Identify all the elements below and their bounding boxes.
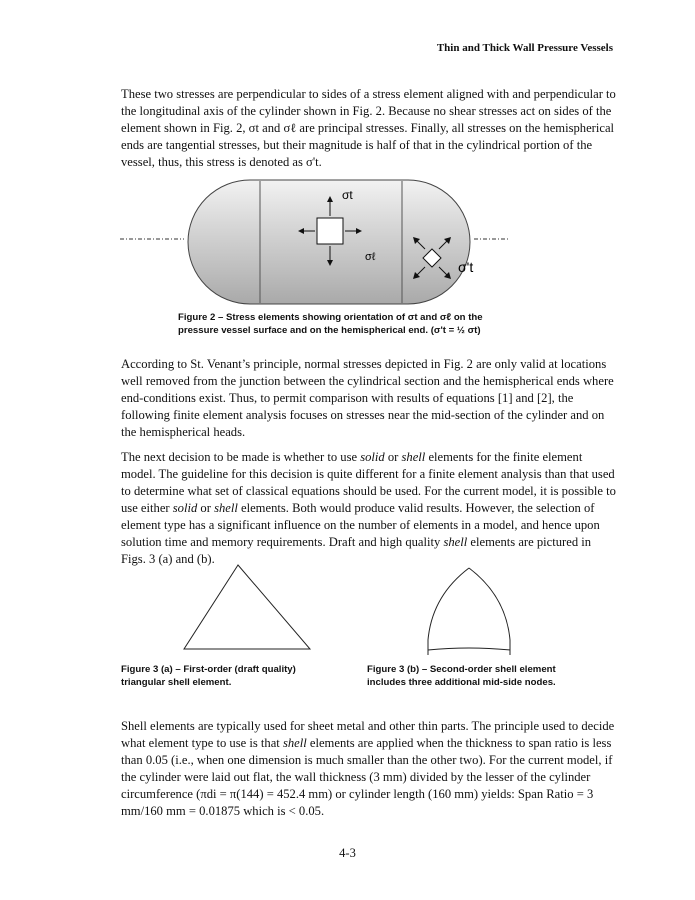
figure-3b-caption: Figure 3 (b) – Second-order shell element includes three additional mid-side nodes.	[367, 664, 556, 688]
running-header: Thin and Thick Wall Pressure Vessels	[436, 42, 613, 54]
figure-3a-caption: Figure 3 (a) – First-order (draft quality) triangular shell element.	[121, 664, 296, 688]
sigma-t-label: σt	[342, 188, 353, 202]
paragraph-st-venant: According to St. Venant’s principle, normal stresses depicted in Fig. 2 are only valid at locations well removed from the junction between the cylindrical section and the hemispherical ends where end-conditions exist. Thus, to permit comparison with results of equations [1] and [2], the following finite element analysis focuses on stresses near the mid-section of the cylinder and on the hemispherical heads.	[121, 357, 614, 439]
figure-3b-second-order-element	[420, 566, 520, 658]
sigma-l-label: σℓ	[365, 251, 376, 263]
paragraph-element-choice: The next decision to be made is whether to use solid or shell elements for the finite element model. The guideline for this decision is quite different for a finite element analysis than that used to determine what set of classical equations should be used. For the current model, it is possible to use either solid or shell elements. Both would produce valid results. However, the selection of element type has a significant influence on the number of elements in a model, and hence upon solution time and memory requirements. Draft and high quality shell elements are pictured in Figs. 3 (a) and (b).	[121, 450, 616, 566]
paragraph-shell-elements: Shell elements are typically used for sheet metal and other thin parts. The principle used to decide what element type to use is that shell elements are applied when the thickness to span ratio is less than 0.05 (i.e., when one dimension is much smaller than the other two). For the current model, if the cylinder were laid out flat, the wall thickness (3 mm) divided by the lesser of the cylinder circumference (πdi = π(144) = 452.4 mm) or cylinder length (160 mm) yields: Span Ratio = 3 mm/160 mm = 0.01875 which is < 0.05.	[121, 719, 615, 818]
sigma-t-prime-label: σ't	[458, 259, 474, 275]
page-number: 4-3	[339, 846, 356, 860]
figure-2-caption: Figure 2 – Stress elements showing orientation of σt and σℓ on the pressure vessel surface and on the hemispherical end. (σ't = ½ σt)	[178, 312, 483, 336]
figure-3a-triangle-element	[180, 563, 315, 653]
figure-2-pressure-vessel	[120, 175, 540, 310]
paragraph-principal-stresses: These two stresses are perpendicular to sides of a stress element aligned with and perpendicular to the longitudinal axis of the cylinder shown in Fig. 2. Because no shear stresses act on sides of the element shown in Fig. 2, σt and σℓ are principal stresses. Finally, all stresses on the hemispherical ends are tangential stresses, but their magnitude is half of that in the cylindrical portion of the vessel, thus, this stress is denoted as σ't.	[121, 87, 616, 169]
